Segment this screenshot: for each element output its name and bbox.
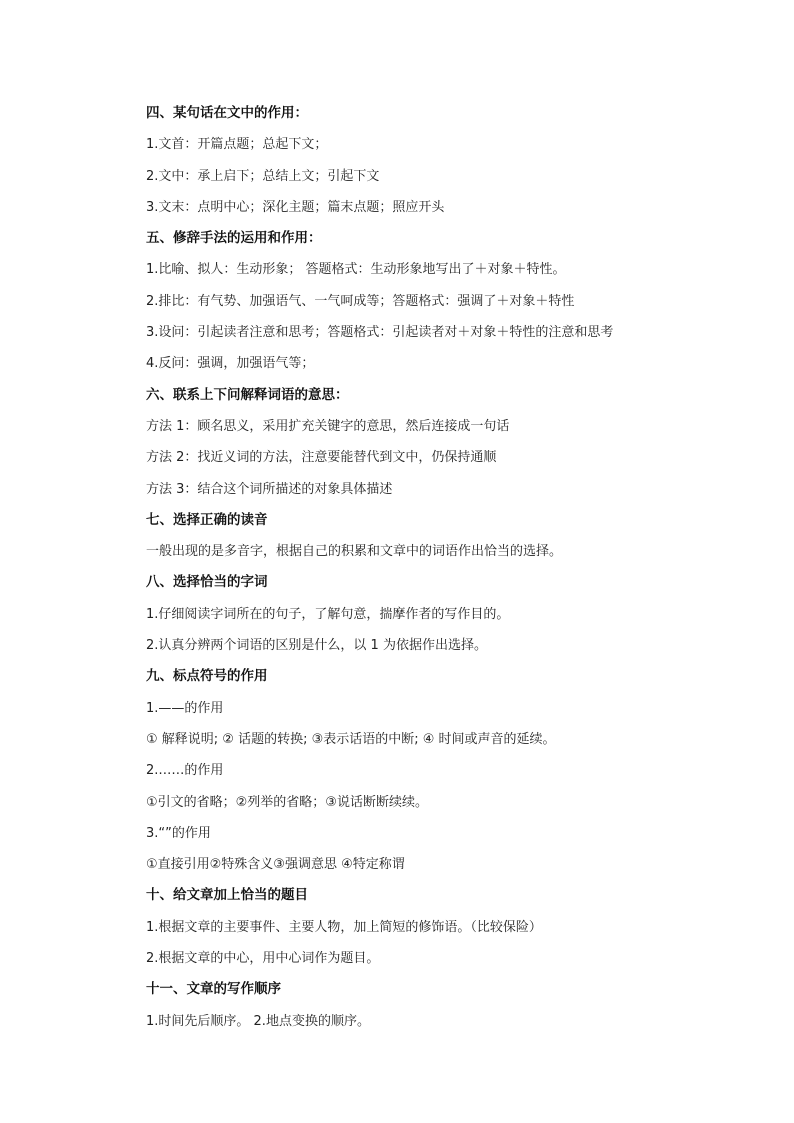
text-line: ①直接引用②特殊含义③强调意思 ④特定称谓 [146,857,405,873]
text-line: 1.比喻、拟人：生动形象； 答题格式：生动形象地写出了＋对象＋特性。 [146,262,566,278]
text-line: 2.文中：承上启下；总结上文；引起下文 [146,168,380,184]
text-line: 方法 2：找近义词的方法，注意要能替代到文中，仍保持通顺 [146,450,497,466]
text-line: 1.根据文章的主要事件、主要人物，加上简短的修饰语。（比较保险） [146,919,542,935]
text-line: 1.时间先后顺序。 2.地点变换的顺序。 [146,1013,370,1029]
text-line: 一般出现的是多音字，根据自己的积累和文章中的词语作出恰当的选择。 [146,544,563,560]
text-line: 方法 1：顾名思义，采用扩充关键字的意思，然后连接成一句话 [146,418,510,434]
text-line: 3.设问：引起读者注意和思考；答题格式：引起读者对＋对象＋特性的注意和思考 [146,325,614,341]
section-heading-5: 五、修辞手法的运用和作用： [146,230,322,247]
section-heading-6: 六、联系上下问解释词语的意思： [146,386,349,403]
section-heading-11: 十一、文章的写作顺序 [146,981,281,998]
section-heading-7: 七、选择正确的读音 [146,511,268,528]
document-page [146,98,706,1037]
section-heading-8: 八、选择恰当的字词 [146,574,268,591]
text-line: 2.根据文章的中心，用中心词作为题目。 [146,951,380,967]
text-line: 1.——的作用 [146,700,224,716]
text-line: 2.认真分辨两个词语的区别是什么，以 1 为依据作出选择。 [146,638,487,654]
text-line: 3.“”的作用 [146,825,211,841]
text-line: 方法 3：结合这个词所描述的对象具体描述 [146,481,393,497]
section-heading-4: 四、某句话在文中的作用： [146,105,308,121]
text-line: 2.排比：有气势、加强语气、一气呵成等；答题格式：强调了＋对象＋特性 [146,293,575,309]
text-line: ①引文的省略；②列举的省略；③说话断断续续。 [146,794,428,810]
text-line: 4.反问：强调，加强语气等； [146,356,315,372]
text-line: 1.仔细阅读字词所在的句子，了解句意，揣摩作者的写作目的。 [146,606,510,622]
section-heading-9: 九、标点符号的作用 [146,668,268,685]
text-line: 2.……的作用 [146,763,224,779]
text-line: ① 解释说明; ② 话题的转换; ③表示话语的中断; ④ 时间或声音的延续。 [146,731,556,747]
text-line: 1.文首：开篇点题；总起下文； [146,137,328,153]
text-line: 3.文末：点明中心；深化主题；篇末点题；照应开头 [146,199,445,215]
section-heading-10: 十、给文章加上恰当的题目 [146,887,308,904]
